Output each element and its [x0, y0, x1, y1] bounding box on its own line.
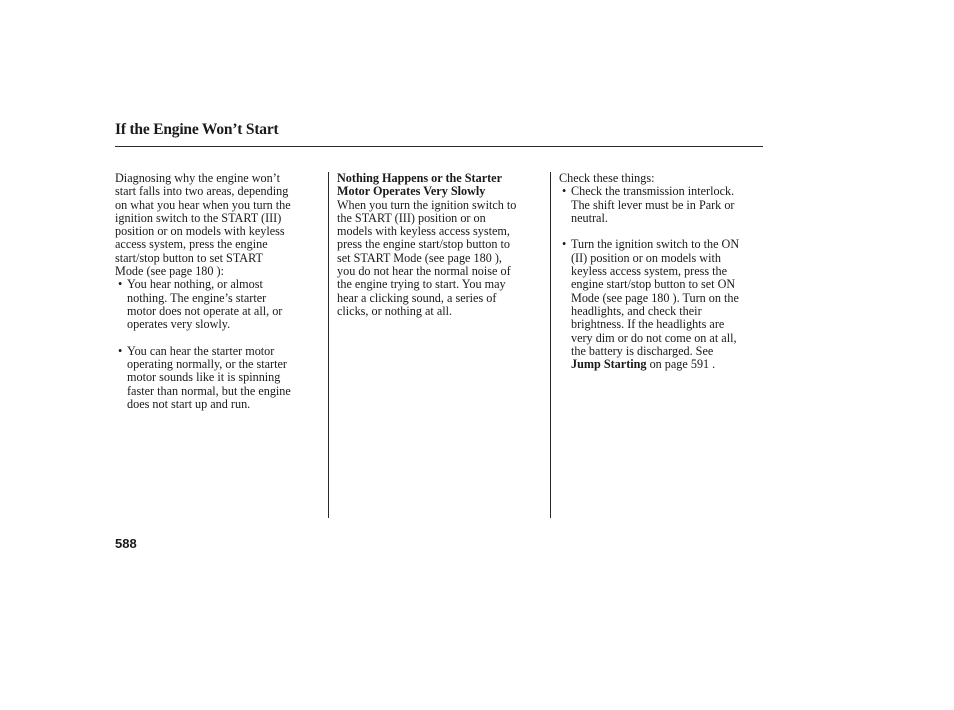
text-line: keyless access system, press the [571, 264, 728, 279]
text-line: clicks, or nothing at all. [337, 303, 453, 318]
text-line: headlights, and check their [571, 303, 702, 318]
text-line: the START (III) position or on [337, 210, 486, 225]
text-line: neutral. [571, 210, 608, 225]
bullet-icon: • [118, 277, 123, 292]
text-line: Mode (see page 180 ). Turn on the [571, 290, 739, 305]
text-line: You can hear the starter motor [127, 343, 275, 358]
column-diagnosis [115, 172, 320, 411]
text-line: nothing. The engine’s starter [127, 290, 267, 305]
section-body [337, 199, 542, 319]
section-heading [337, 172, 542, 199]
text-line: Turn the ignition switch to the ON [571, 237, 740, 252]
column-divider-2 [550, 172, 551, 518]
text-line: When you turn the ignition switch to [337, 197, 517, 212]
jump-starting-reference [559, 358, 769, 371]
text-line: You hear nothing, or almost [127, 277, 263, 292]
bullet-item-interlock [559, 185, 769, 225]
text-line: does not start up and run. [127, 397, 251, 412]
text-line: operating normally, or the starter [127, 357, 287, 372]
column-check-things [559, 172, 769, 371]
text-line: brightness. If the headlights are [571, 317, 725, 332]
text-line: very dim or do not come on at all, [571, 330, 737, 345]
text-line: faster than normal, but the engine [127, 383, 291, 398]
text-line: motor does not operate at all, or [127, 303, 283, 318]
text-line: the engine trying to start. You may [337, 277, 506, 292]
bullet-item-headlights [559, 238, 769, 371]
text-line: press the engine start/stop button to [337, 237, 510, 252]
text-line: hear a clicking sound, a series of [337, 290, 497, 305]
text-line: engine start/stop button to set ON [571, 277, 736, 292]
text-line: you do not hear the normal noise of [337, 264, 511, 279]
text-line: the battery is discharged. See [571, 343, 714, 358]
text-line: Diagnosing why the engine won’t [115, 171, 280, 185]
text-line: on what you hear when you turn the [115, 197, 291, 212]
bullet-icon: • [562, 237, 567, 252]
text-line: Check the transmission interlock. [571, 184, 735, 199]
text-line: motor sounds like it is spinning [127, 370, 281, 385]
text-line: The shift lever must be in Park or [571, 197, 735, 212]
bullet-icon: • [562, 184, 567, 199]
text-line: set START Mode (see page 180 ), [337, 250, 502, 265]
text-line: position or on models with keyless [115, 224, 285, 239]
page-title: If the Engine Won’t Start [115, 121, 279, 138]
text-line: Mode (see page 180 ): [115, 264, 224, 279]
text-line: start falls into two areas, depending [115, 184, 289, 199]
bullet-item-hear-nothing [115, 278, 320, 331]
bullet-icon: • [118, 343, 123, 358]
jump-starting-link[interactable]: Jump Starting [571, 357, 647, 372]
text-line: start/stop button to set START [115, 250, 263, 265]
diagnosis-intro [115, 172, 320, 278]
column-nothing-happens [337, 172, 542, 318]
bullet-item-hear-starter [115, 345, 320, 411]
text-line: ignition switch to the START (III) [115, 210, 282, 225]
page-reference: on page 591 . [646, 357, 716, 372]
column-divider-1 [328, 172, 329, 518]
text-line: operates very slowly. [127, 317, 231, 332]
heading-line: Nothing Happens or the Starter [337, 171, 502, 185]
text-line: access system, press the engine [115, 237, 268, 252]
check-intro: Check these things: [559, 171, 655, 185]
title-divider [115, 146, 763, 147]
text-line: models with keyless access system, [337, 224, 510, 239]
heading-line: Motor Operates Very Slowly [337, 184, 486, 199]
text-line: (II) position or on models with [571, 250, 721, 265]
page-number: 588 [115, 536, 137, 551]
